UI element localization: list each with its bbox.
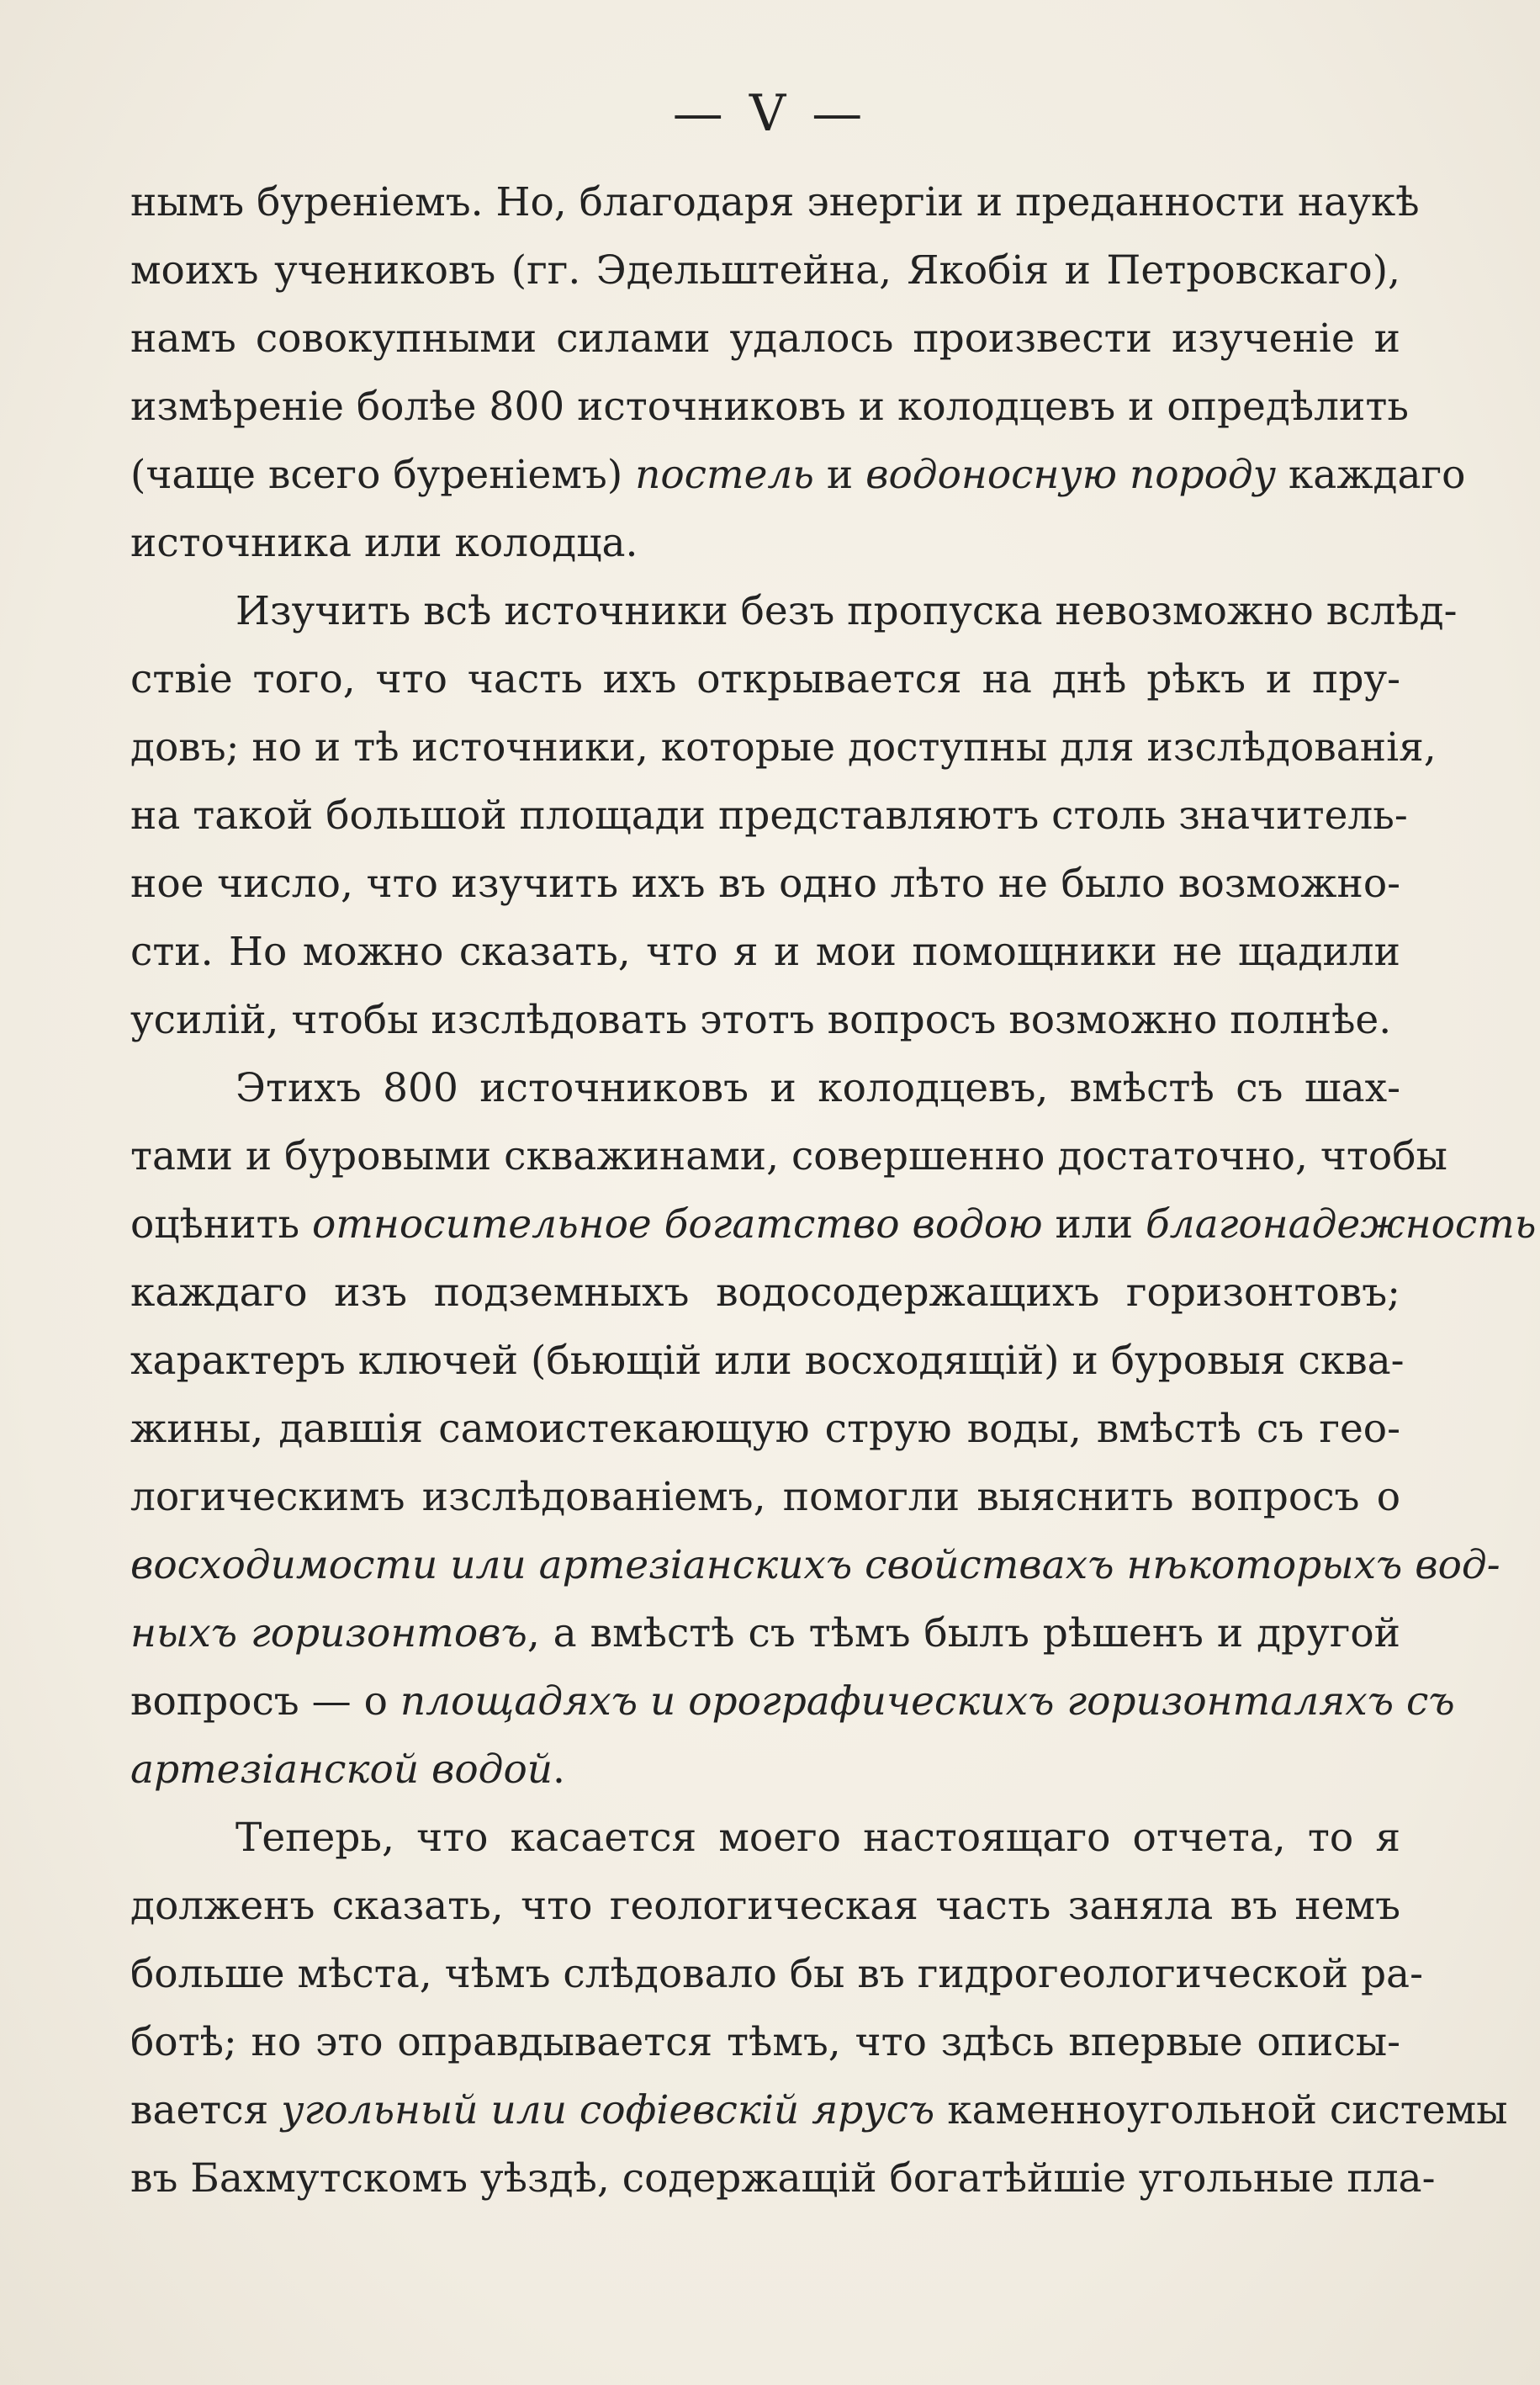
text-line	[130, 236, 1400, 305]
text-segment: или	[1042, 1201, 1146, 1248]
text-segment: вается	[130, 2087, 282, 2133]
text-segment: жины, давшія самоистекающую струю воды, вмѣстѣ съ гео-	[130, 1406, 1400, 1452]
paragraph	[130, 577, 1458, 1054]
text-segment: на такой большой площади представляютъ столь значитель-	[130, 792, 1408, 839]
text-line	[130, 373, 1409, 441]
text-segment: сти. Но можно сказать, что я и мои помощники не щадили	[130, 929, 1400, 975]
text-segment: больше мѣста, чѣмъ слѣдовало бы въ гидрогеологической ра-	[130, 1951, 1423, 1997]
text-segment: Изучить всѣ источники безъ пропуска невозможно вслѣд-	[235, 588, 1458, 634]
text-segment: ное число, что изучить ихъ въ одно лѣто не было возможно-	[130, 861, 1400, 907]
page-number: — V —	[672, 84, 868, 143]
text-segment: ботѣ; но это оправдывается тѣмъ, что здѣсь впервые описы-	[130, 2019, 1400, 2065]
text-segment: моихъ учениковъ (гг. Эдельштейна, Якобія и Петровскаго),	[130, 247, 1400, 294]
text-segment: тами и буровыми скважинами, совершенно достаточно, чтобы	[130, 1133, 1447, 1179]
text-line	[130, 1804, 1400, 1872]
text-segment: измѣреніе болѣе 800 источниковъ и колодцевъ и опредѣлить	[130, 384, 1409, 430]
text-line	[130, 1327, 1405, 1395]
text-segment: Этихъ 800 источниковъ и колодцевъ, вмѣстѣ съ шах-	[235, 1065, 1400, 1111]
text-segment: источника или колодца.	[130, 520, 638, 566]
text-line	[130, 168, 1420, 236]
text-segment: довъ; но и тѣ источники, которые доступны для изслѣдованія,	[130, 724, 1437, 771]
text-segment: намъ совокупными силами удалось произвести изученіе и	[130, 315, 1400, 362]
italic-text: благонадежность	[1145, 1201, 1537, 1248]
text-segment: каждаго изъ подземныхъ водосодержащихъ горизонтовъ;	[130, 1269, 1400, 1316]
text-line	[130, 509, 1400, 577]
italic-text: ныхъ горизонтовъ	[130, 1610, 527, 1656]
text-segment: нымъ буреніемъ. Но, благодаря энергіи и преданности наукѣ	[130, 179, 1420, 225]
text-segment: каменноугольной системы	[934, 2087, 1508, 2133]
paragraph	[130, 168, 1466, 577]
italic-text: площадяхъ и орографическихъ горизонталяхъ съ	[400, 1678, 1455, 1725]
text-line	[130, 1395, 1400, 1463]
text-line	[130, 1667, 1455, 1736]
italic-text: восходимости или артезіанскихъ свойствахъ нѣкоторыхъ вод-	[130, 1542, 1500, 1588]
text-segment: и	[813, 452, 866, 498]
text-line	[130, 2008, 1400, 2076]
text-line	[130, 918, 1400, 986]
text-segment: (чаще всего буреніемъ)	[130, 452, 636, 498]
text-segment: оцѣнить	[130, 1201, 313, 1248]
italic-text: угольный или софіевскій ярусъ	[281, 2087, 935, 2133]
text-line	[130, 1940, 1423, 2008]
text-line	[130, 1463, 1400, 1531]
text-line	[130, 2076, 1508, 2144]
text-segment: ствіе того, что часть ихъ открывается на днѣ рѣкъ и пру-	[130, 656, 1400, 702]
text-line	[130, 2144, 1436, 2213]
text-line	[130, 1190, 1537, 1259]
text-segment: .	[553, 1746, 565, 1793]
text-line	[130, 1054, 1400, 1122]
text-line	[130, 986, 1400, 1054]
text-segment: долженъ сказать, что геологическая часть заняла въ немъ	[130, 1883, 1400, 1929]
text-line	[130, 577, 1458, 645]
text-segment: вопросъ — о	[130, 1678, 400, 1725]
text-line	[130, 441, 1466, 509]
text-segment: въ Бахмутскомъ уѣздѣ, содержащій богатѣйшіе угольные пла-	[130, 2155, 1436, 2202]
text-segment: Теперь, что касается моего настоящаго отчета, то я	[235, 1815, 1400, 1861]
italic-text: постель	[635, 452, 814, 498]
text-line	[130, 713, 1437, 782]
text-line	[130, 1599, 1400, 1667]
paragraph	[130, 1054, 1537, 1804]
text-segment: усилій, чтобы изслѣдовать этотъ вопросъ возможно полнѣе.	[130, 997, 1392, 1043]
paragraph	[130, 1804, 1508, 2213]
text-segment: , а вмѣстѣ съ тѣмъ былъ рѣшенъ и другой	[527, 1610, 1400, 1656]
text-line	[130, 1122, 1447, 1190]
text-line	[130, 1259, 1400, 1327]
italic-text: артезіанской водой	[130, 1746, 553, 1793]
text-line	[130, 782, 1408, 850]
text-line	[130, 645, 1400, 713]
body-text	[130, 168, 1537, 2213]
text-segment: логическимъ изслѣдованіемъ, помогли выяснить вопросъ о	[130, 1474, 1400, 1520]
text-line	[130, 1736, 1400, 1804]
italic-text: водоносную породу	[865, 452, 1276, 498]
text-line	[130, 1872, 1400, 1940]
text-segment: каждаго	[1275, 452, 1466, 498]
text-line	[130, 1531, 1500, 1599]
text-segment: характеръ ключей (бьющій или восходящій) и буровыя сква-	[130, 1338, 1405, 1384]
italic-text: относительное богатство водою	[312, 1201, 1043, 1248]
text-line	[130, 850, 1400, 918]
text-line	[130, 305, 1400, 373]
